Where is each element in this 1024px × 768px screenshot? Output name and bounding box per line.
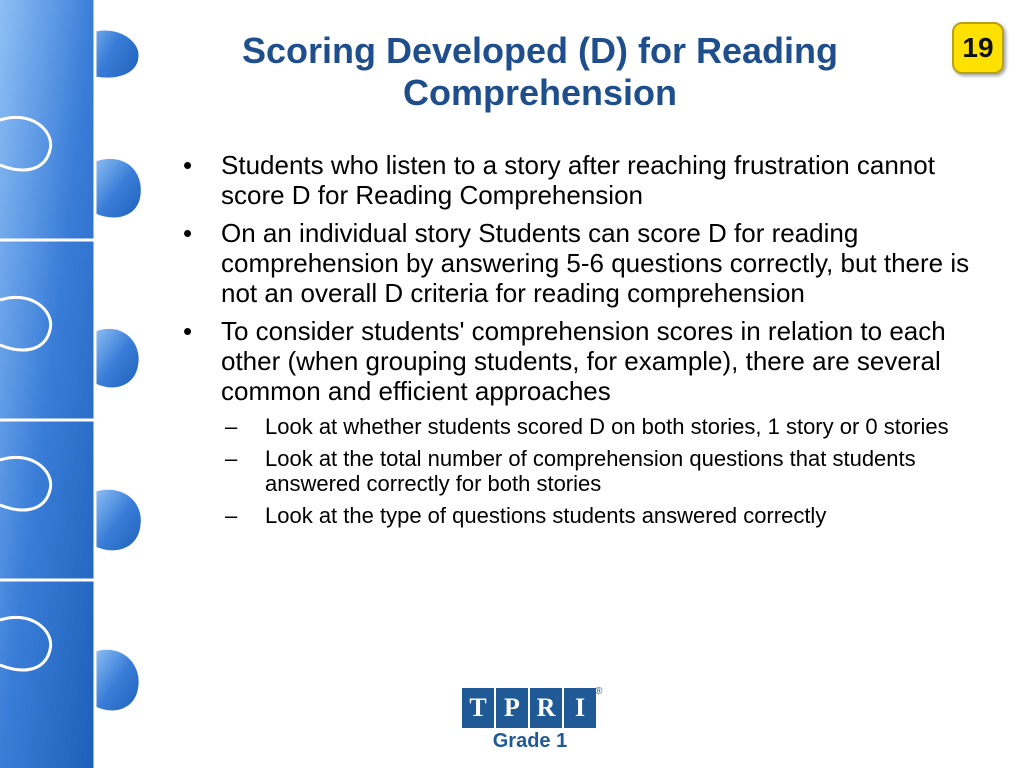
registered-mark: ® [595,686,603,697]
bullet-mark: • [183,316,193,346]
dash-mark: – [225,446,238,471]
dash-mark: – [225,414,238,439]
tpri-letter: T [462,688,494,728]
bullet-text: To consider students' comprehension scores in relation to each other (when grouping students, for example), there are several common and efficient approaches [221,316,946,406]
bullet-item [183,316,973,406]
sub-bullet-item [183,446,973,496]
slide-title-line2: Comprehension [402,72,678,113]
sub-bullet-item [183,414,973,439]
tpri-letter: I [564,688,596,728]
puzzle-decoration [0,0,160,768]
page-number-badge: 19 [952,22,1004,74]
tpri-letters [462,688,602,728]
sub-bullet-text: Look at the total number of comprehension questions that students answered correctly for both stories [265,446,916,496]
bullet-text: Students who listen to a story after reaching frustration cannot score D for Reading Comprehension [221,150,935,210]
bullet-item [183,150,973,210]
sub-bullet-text: Look at whether students scored D on both stories, 1 story or 0 stories [265,414,949,439]
tpri-letter: R [530,688,562,728]
sub-bullet-text: Look at the type of questions students answered correctly [265,503,827,528]
sub-bullet-item [183,503,973,528]
bullet-text: On an individual story Students can score D for reading comprehension by answering 5-6 questions correctly, but there is not an overall D criteria for reading comprehension [221,218,970,308]
slide-title-line1: Scoring Developed (D) for Reading [241,30,839,71]
bullet-mark: • [183,150,193,180]
grade-label: Grade 1 [492,730,568,752]
dash-mark: – [225,503,238,528]
tpri-letter: P [496,688,528,728]
slide-title [150,30,930,114]
tpri-logo [462,688,602,760]
bullet-list [183,150,973,535]
bullet-item [183,218,973,308]
bullet-mark: • [183,218,193,248]
